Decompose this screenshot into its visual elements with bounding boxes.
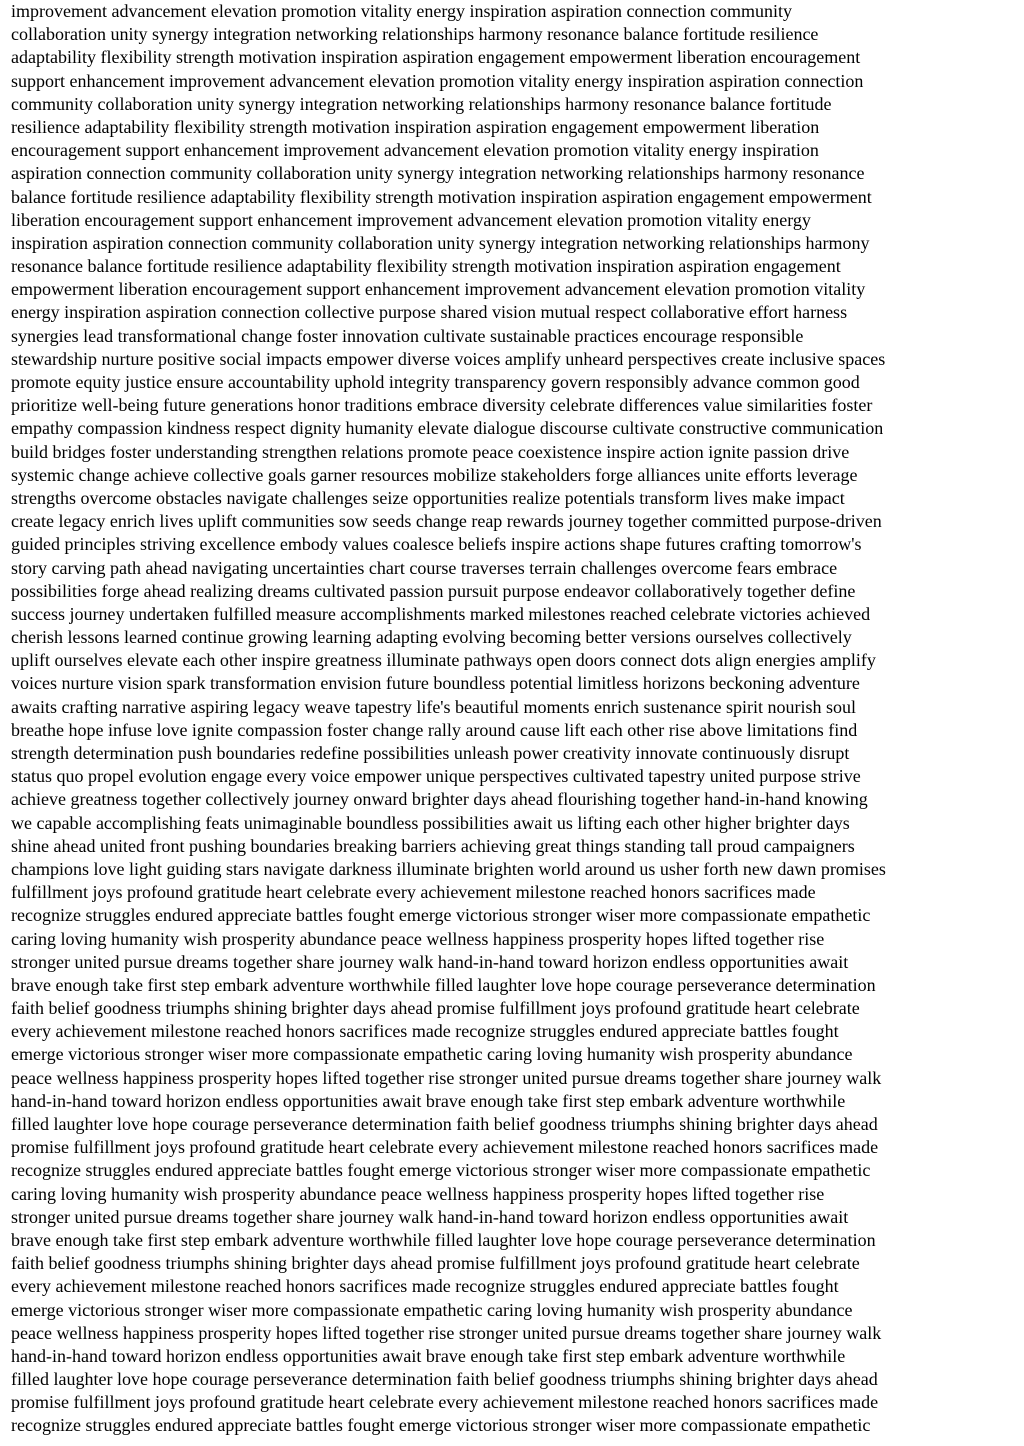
text-line: balance fortitude resilience adaptability flexibility strength motivation inspiration aspiration engagement empowerment (11, 186, 872, 207)
text-line: community collaboration unity synergy integration networking relationships harmony resonance balance fortitude (11, 93, 832, 114)
text-line: hand-in-hand toward horizon endless opportunities await brave enough take first step embark adventure worthwhile (11, 1345, 846, 1366)
text-line: aspiration connection community collaboration unity synergy integration networking relationships harmony resonance (11, 163, 865, 184)
text-line: possibilities forge ahead realizing dreams cultivated passion pursuit purpose endeavor collaboratively together define (11, 580, 856, 601)
text-line: peace wellness happiness prosperity hopes lifted together rise stronger united pursue dreams together share journey walk (11, 1322, 882, 1343)
text-line: success journey undertaken fulfilled measure accomplishments marked milestones reached celebrate victories achieved (11, 603, 871, 624)
text-line: hand-in-hand toward horizon endless opportunities await brave enough take first step embark adventure worthwhile (11, 1090, 846, 1111)
text-line: status quo propel evolution engage every voice empower unique perspectives cultivated tapestry united purpose strive (11, 766, 861, 787)
text-line: empowerment liberation encouragement support enhancement improvement advancement elevation promotion vitality (11, 279, 866, 300)
text-line: stewardship nurture positive social impacts empower diverse voices amplify unheard perspectives create inclusive spaces (11, 348, 886, 369)
text-line: filled laughter love hope courage perseverance determination faith belief goodness triumphs shining brighter days ahead (11, 1369, 878, 1390)
text-line: peace wellness happiness prosperity hopes lifted together rise stronger united pursue dreams together share journey walk (11, 1067, 882, 1088)
text-line: caring loving humanity wish prosperity abundance peace wellness happiness prosperity hopes lifted together rise (11, 1183, 825, 1204)
text-line: faith belief goodness triumphs shining brighter days ahead promise fulfillment joys profound gratitude heart celebrate (11, 1253, 860, 1274)
text-line: recognize struggles endured appreciate battles fought emerge victorious stronger wiser more compassionate empathetic (11, 1160, 871, 1181)
text-line: faith belief goodness triumphs shining brighter days ahead promise fulfillment joys profound gratitude heart celebrate (11, 998, 860, 1019)
text-line: caring loving humanity wish prosperity abundance peace wellness happiness prosperity hopes lifted together rise (11, 928, 825, 949)
text-line: filled laughter love hope courage perseverance determination faith belief goodness triumphs shining brighter days ahead (11, 1114, 878, 1134)
text-line: energy inspiration aspiration connection collective purpose shared vision mutual respect collaborative effort harness (11, 302, 848, 323)
text-line: emerge victorious stronger wiser more compassionate empathetic caring loving humanity wish prosperity abundance (11, 1044, 853, 1065)
document-body (11, 0, 1021, 1446)
text-line: promote equity justice ensure accountability uphold integrity transparency govern responsibly advance common good (11, 372, 860, 392)
text-line: story carving path ahead navigating uncertainties chart course traverses terrain challenges overcome fears embrace (11, 557, 838, 578)
text-line: resilience adaptability flexibility strength motivation inspiration aspiration engagement empowerment liberation (11, 116, 820, 137)
text-line: recognize struggles endured appreciate battles fought emerge victorious stronger wiser more compassionate empathetic (11, 1415, 871, 1436)
text-line: improvement advancement elevation promotion vitality energy inspiration aspiration connection community (11, 1, 792, 21)
text-line: build bridges foster understanding strengthen relations promote peace coexistence inspire action ignite passion drive (11, 441, 850, 462)
text-line: stronger united pursue dreams together share journey walk hand-in-hand toward horizon endless opportunities await (11, 951, 849, 972)
text-line: achieve greatness together collectively journey onward brighter days ahead flourishing together hand-in-hand knowing (11, 789, 868, 810)
text-line: empathy compassion kindness respect dignity humanity elevate dialogue discourse cultivate constructive communication (11, 418, 884, 439)
text-line: support enhancement improvement advancement elevation promotion vitality energy inspiration aspiration connection (11, 70, 864, 91)
text-line: champions love light guiding stars navigate darkness illuminate brighten world around us usher forth new dawn promises (11, 858, 886, 879)
text-line: strength determination push boundaries redefine possibilities unleash power creativity innovate continuously disrupt (11, 743, 850, 763)
text-line: resonance balance fortitude resilience adaptability flexibility strength motivation inspiration aspiration engagement (11, 256, 841, 277)
text-line: synergies lead transformational change foster innovation cultivate sustainable practices encourage responsible (11, 325, 804, 346)
text-line: guided principles striving excellence embody values coalesce beliefs inspire actions shape futures crafting tomorrow's (11, 534, 862, 555)
text-line: awaits crafting narrative aspiring legacy weave tapestry life's beautiful moments enrich sustenance spirit nourish soul (11, 696, 856, 717)
text-line: voices nurture vision spark transformation envision future boundless potential limitless horizons beckoning adventure (11, 673, 860, 694)
text-line: inspiration aspiration connection community collaboration unity synergy integration networking relationships harmony (11, 232, 870, 253)
text-line: emerge victorious stronger wiser more compassionate empathetic caring loving humanity wish prosperity abundance (11, 1299, 853, 1320)
text-line: we capable accomplishing feats unimaginable boundless possibilities await us lifting each other higher brighter days (11, 812, 850, 833)
text-line: recognize struggles endured appreciate battles fought emerge victorious stronger wiser more compassionate empathetic (11, 905, 871, 926)
text-line: create legacy enrich lives uplift communities sow seeds change reap rewards journey together committed purpose-driven (11, 511, 882, 532)
text-line: promise fulfillment joys profound gratitude heart celebrate every achievement milestone reached honors sacrifices made (11, 1392, 879, 1413)
text-line: stronger united pursue dreams together share journey walk hand-in-hand toward horizon endless opportunities await (11, 1206, 849, 1227)
text-line: every achievement milestone reached honors sacrifices made recognize struggles endured appreciate battles fought (11, 1021, 839, 1042)
text-line: prioritize well-being future generations honor traditions embrace diversity celebrate differences value similarities foster (11, 395, 873, 416)
text-line: fulfillment joys profound gratitude heart celebrate every achievement milestone reached honors sacrifices made (11, 882, 816, 903)
text-line: promise fulfillment joys profound gratitude heart celebrate every achievement milestone reached honors sacrifices made (11, 1137, 879, 1158)
text-line: every achievement milestone reached honors sacrifices made recognize struggles endured appreciate battles fought (11, 1276, 839, 1297)
text-line: uplift ourselves elevate each other inspire greatness illuminate pathways open doors connect dots align energies amplify (11, 650, 876, 671)
text-line: strengths overcome obstacles navigate challenges seize opportunities realize potentials transform lives make impact (11, 487, 845, 508)
text-line: systemic change achieve collective goals garner resources mobilize stakeholders forge alliances unite efforts leverage (11, 464, 858, 485)
text-line: shine ahead united front pushing boundaries breaking barriers achieving great things standing tall proud campaigners (11, 835, 855, 856)
text-line: encouragement support enhancement improvement advancement elevation promotion vitality energy inspiration (11, 140, 819, 161)
text-line: cherish lessons learned continue growing learning adapting evolving becoming better versions ourselves collectively (11, 627, 852, 648)
text-line: adaptability flexibility strength motivation inspiration aspiration engagement empowerment liberation encouragement (11, 47, 861, 68)
text-line: brave enough take first step embark adventure worthwhile filled laughter love hope courage perseverance determination (11, 1229, 876, 1250)
text-line: breathe hope infuse love ignite compassion foster change rally around cause lift each other rise above limitations find (11, 719, 858, 740)
text-line: collaboration unity synergy integration networking relationships harmony resonance balance fortitude resilience (11, 24, 819, 45)
text-line: liberation encouragement support enhancement improvement advancement elevation promotion vitality energy (11, 209, 811, 230)
text-line: brave enough take first step embark adventure worthwhile filled laughter love hope courage perseverance determination (11, 974, 876, 995)
